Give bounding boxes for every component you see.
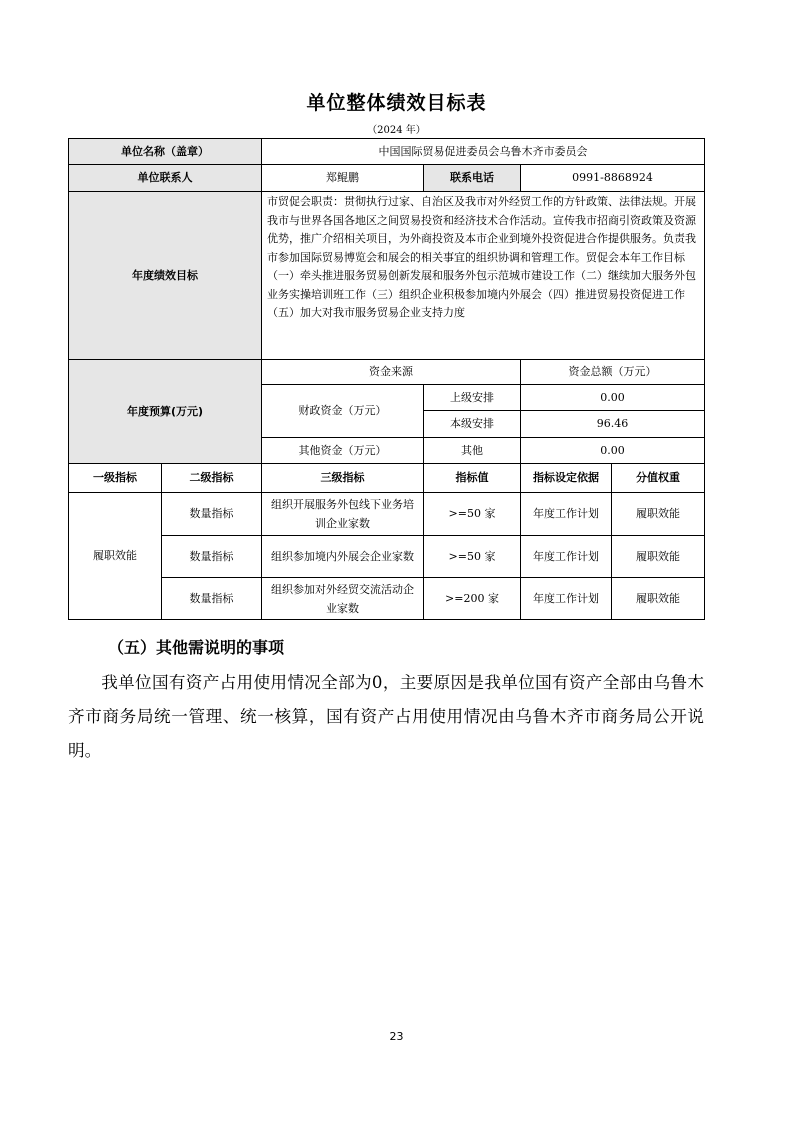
upper-arrangement-label: 上级安排 bbox=[424, 385, 521, 411]
table-row bbox=[69, 536, 705, 578]
body-paragraph: 我单位国有资产占用使用情况全部为0，主要原因是我单位国有资产全部由乌鲁木齐市商务局统一管理、统一核算，国有资产占用使用情况由乌鲁木齐市商务局公开说明。 bbox=[68, 673, 704, 760]
goal-label: 年度绩效目标 bbox=[69, 192, 262, 360]
indicator-value-header: 指标值 bbox=[424, 464, 521, 493]
goal-row bbox=[69, 192, 705, 360]
fund-source-header: 资金来源 bbox=[262, 360, 521, 385]
phone-label: 联系电话 bbox=[424, 165, 521, 192]
unit-name-label: 单位名称（盖章） bbox=[69, 139, 262, 165]
unit-name-value: 中国国际贸易促进委员会乌鲁木齐市委员会 bbox=[262, 139, 705, 165]
goal-text: 市贸促会职责：贯彻执行过家、自治区及我市对外经贸工作的方针政策、法律法规。开展我市与世界各国各地区之间贸易投资和经济技术合作活动。宣传我市招商引资政策及资源优势，推广介绍相关项目，为外商投资及本市企业到境外投资促进合作提供服务。负责我市参加国际贸易博览会和展会的相关事宜的组织协调和管理工作。贸促会本年工作目标（一）牵头推进服务贸易创新发展和服务外包示范城市建设工作（二）继续加大服务外包业务实操培训班工作（三）组织企业积极参加境内外展会（四）推进贸易投资促进工作（五）加大对我市服务贸易企业支持力度 bbox=[262, 192, 705, 360]
indicator-header-row bbox=[69, 464, 705, 493]
weight-header: 分值权重 bbox=[612, 464, 705, 493]
other-fund-label: 其他资金（万元） bbox=[262, 438, 424, 464]
level3-header: 三级指标 bbox=[262, 464, 424, 493]
table-row bbox=[69, 493, 705, 536]
other-value: 0.00 bbox=[521, 438, 705, 464]
basis-cell: 年度工作计划 bbox=[521, 493, 612, 536]
budget-header-row bbox=[69, 360, 705, 385]
weight-cell: 履职效能 bbox=[612, 493, 705, 536]
indicator-value-cell: >=50 家 bbox=[424, 493, 521, 536]
fund-total-header: 资金总额（万元） bbox=[521, 360, 705, 385]
indicator-value-cell: >=50 家 bbox=[424, 536, 521, 578]
fiscal-fund-label: 财政资金（万元） bbox=[262, 385, 424, 438]
section-heading: （五）其他需说明的事项 bbox=[108, 638, 285, 657]
level1-value: 履职效能 bbox=[69, 493, 162, 620]
phone-value: 0991-8868924 bbox=[521, 165, 705, 192]
contact-row bbox=[69, 165, 705, 192]
performance-goal-table bbox=[68, 138, 705, 620]
budget-label: 年度预算(万元) bbox=[69, 360, 262, 464]
page-title: 单位整体绩效目标表 bbox=[306, 92, 487, 114]
level2-cell: 数量指标 bbox=[162, 493, 262, 536]
page-number: 23 bbox=[389, 1030, 404, 1043]
local-arrangement-label: 本级安排 bbox=[424, 411, 521, 438]
contact-label: 单位联系人 bbox=[69, 165, 262, 192]
other-label: 其他 bbox=[424, 438, 521, 464]
weight-cell: 履职效能 bbox=[612, 536, 705, 578]
upper-arrangement-value: 0.00 bbox=[521, 385, 705, 411]
indicator-value-cell: >=200 家 bbox=[424, 578, 521, 620]
level3-cell: 组织开展服务外包线下业务培训企业家数 bbox=[262, 493, 424, 536]
level2-header: 二级指标 bbox=[162, 464, 262, 493]
basis-cell: 年度工作计划 bbox=[521, 578, 612, 620]
table-row bbox=[69, 578, 705, 620]
level3-cell: 组织参加对外经贸交流活动企业家数 bbox=[262, 578, 424, 620]
unit-name-row bbox=[69, 139, 705, 165]
level2-cell: 数量指标 bbox=[162, 536, 262, 578]
basis-header: 指标设定依据 bbox=[521, 464, 612, 493]
weight-cell: 履职效能 bbox=[612, 578, 705, 620]
level1-header: 一级指标 bbox=[69, 464, 162, 493]
level2-cell: 数量指标 bbox=[162, 578, 262, 620]
contact-value: 郑鲲鹏 bbox=[262, 165, 424, 192]
year-label: （2024 年） bbox=[367, 125, 426, 136]
level3-cell: 组织参加境内外展会企业家数 bbox=[262, 536, 424, 578]
local-arrangement-value: 96.46 bbox=[521, 411, 705, 438]
basis-cell: 年度工作计划 bbox=[521, 536, 612, 578]
